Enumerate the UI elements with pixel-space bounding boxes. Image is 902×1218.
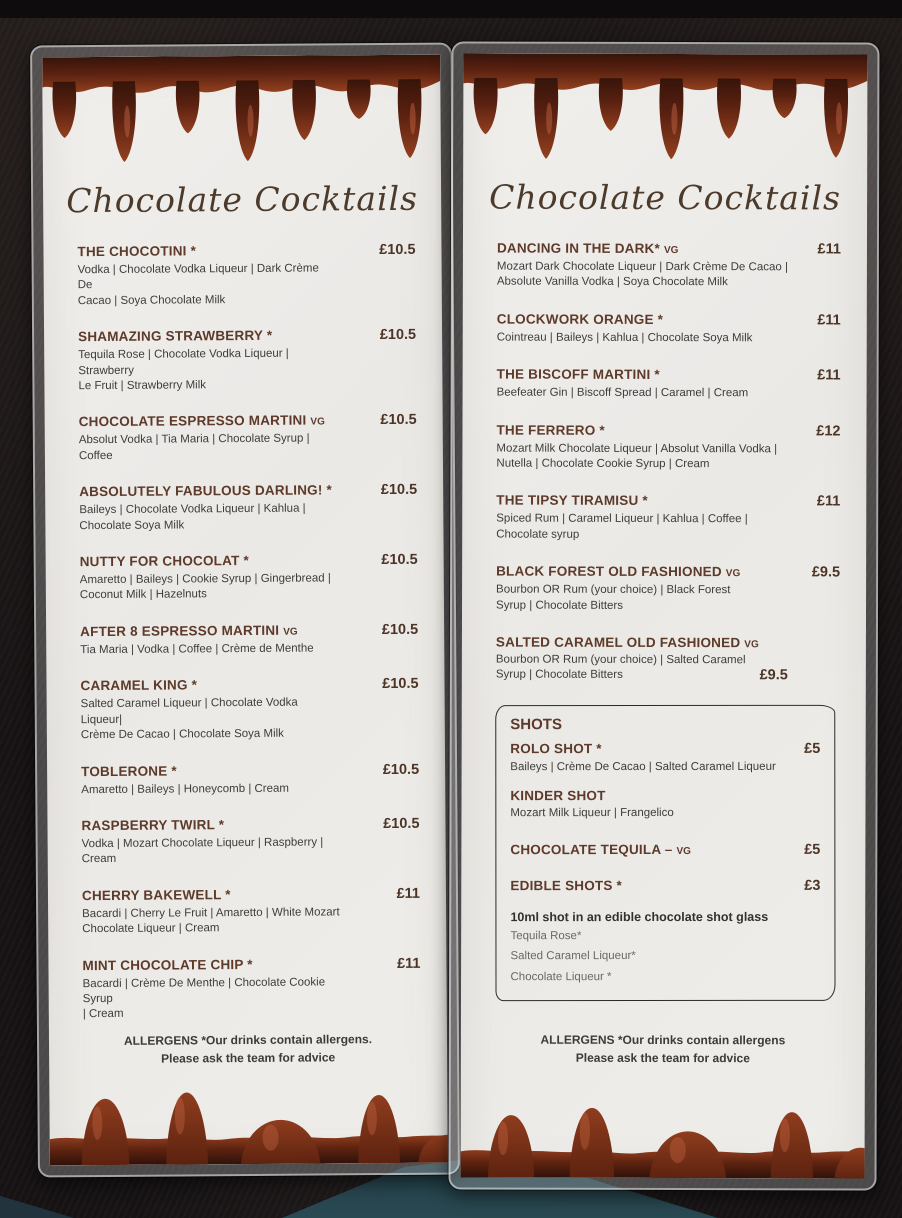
- shots-option: Chocolate Liqueur *: [510, 969, 820, 986]
- item-ingredients: Bacardi | Cherry Le Fruit | Amaretto | White Mozart Chocolate Liqueur | Cream: [82, 905, 340, 938]
- item-price: £10.5: [373, 552, 417, 568]
- item-ingredients: Bacardi | Crème De Menthe | Chocolate Cookie Syrup | Cream: [83, 975, 341, 1023]
- item-name: CARAMEL KING *: [80, 678, 197, 694]
- menu-item: [510, 878, 820, 894]
- item-ingredients: Bourbon OR Rum (your choice) | Salted Caramel Syrup | Chocolate Bitters £9.5: [496, 653, 788, 685]
- item-name: RASPBERRY TWIRL *: [81, 817, 224, 833]
- item-name: THE TIPSY TIRAMISU *: [496, 493, 648, 508]
- page-left: [30, 43, 460, 1178]
- item-ingredients: Baileys | Chocolate Vodka Liqueur | Kahlua | Chocolate Soya Milk: [79, 502, 337, 535]
- menu-items-right: [461, 216, 867, 1001]
- item-ingredients: Mozart Milk Liqueur | Frangelico: [510, 806, 802, 822]
- page-right: [448, 41, 879, 1190]
- item-name: MINT CHOCOLATE CHIP *: [82, 956, 252, 972]
- page-title: Chocolate Cocktails: [463, 177, 867, 217]
- item-name: TOBLERONE *: [81, 763, 177, 779]
- item-ingredients: Tia Maria | Vodka | Coffee | Crème de Menthe: [80, 641, 338, 658]
- allergen-line-2: Please ask the team for advice: [49, 1048, 447, 1069]
- allergen-line-2: Please ask the team for advice: [461, 1049, 865, 1069]
- item-ingredients: Amaretto | Baileys | Cookie Syrup | Gingerbread | Coconut Milk | Hazelnuts: [80, 571, 338, 604]
- item-name: KINDER SHOT: [510, 788, 605, 803]
- menu-item: [510, 741, 820, 776]
- item-price: £11: [389, 955, 421, 971]
- item-ingredients: Vodka | Chocolate Vodka Liqueur | Dark Crème De Cacao | Soya Chocolate Milk: [78, 261, 336, 309]
- item-name: CHOCOLATE TEQUILA –: [510, 842, 672, 857]
- shots-option: Tequila Rose*: [510, 928, 820, 945]
- item-price: £10.5: [371, 242, 415, 258]
- item-price: £11: [809, 494, 840, 510]
- item-price: £5: [796, 842, 820, 858]
- allergen-line-1: ALLERGENS *Our drinks contain allergens.: [49, 1029, 447, 1050]
- menu-item: [80, 676, 418, 744]
- item-name: ABSOLUTELY FABULOUS DARLING! *: [79, 483, 332, 500]
- page-title: Chocolate Cocktails: [43, 179, 441, 221]
- item-name: SHAMAZING STRAWBERRY *: [78, 328, 272, 344]
- item-ingredients: Beefeater Gin | Biscoff Spread | Caramel | Cream: [497, 386, 789, 402]
- item-price: £10.5: [374, 622, 418, 638]
- item-ingredients: Salted Caramel Liqueur | Chocolate Vodka Liqueur| Crème De Cacao | Chocolate Soya Milk: [81, 696, 339, 744]
- chocolate-drip-top-icon: [463, 53, 867, 162]
- item-name: CHERRY BAKEWELL *: [82, 887, 231, 903]
- allergen-note: [461, 1030, 865, 1068]
- menu-item: [79, 412, 417, 464]
- item-ingredients: Spiced Rum | Caramel Liqueur | Kahlua | Coffee | Chocolate syrup: [496, 512, 788, 544]
- item-price: £11: [389, 886, 421, 902]
- item-name: SALTED CARAMEL OLD FASHIONED: [496, 635, 740, 651]
- menu-item: [496, 493, 840, 544]
- paper-left: [42, 55, 448, 1166]
- item-ingredients: Cointreau | Baileys | Kahlua | Chocolate Soya Milk: [497, 330, 789, 346]
- menu-item: [81, 761, 419, 798]
- item-price: £9.5: [752, 667, 788, 687]
- item-name: BLACK FOREST OLD FASHIONED: [496, 564, 722, 580]
- menu-item: [497, 241, 841, 292]
- menu-item: [79, 482, 417, 534]
- menu-item: [77, 242, 415, 310]
- item-price: £9.5: [804, 565, 840, 581]
- item-name: CLOCKWORK ORANGE *: [497, 311, 663, 326]
- item-price: £10.5: [372, 327, 416, 343]
- chocolate-drip-top-icon: [42, 55, 441, 166]
- menu-item: [496, 635, 840, 685]
- item-price: £10.5: [372, 412, 416, 428]
- item-name: THE CHOCOTINI *: [77, 243, 196, 259]
- menu-photo: [0, 18, 902, 1218]
- item-name: AFTER 8 ESPRESSO MARTINI: [80, 623, 279, 639]
- item-name: ROLO SHOT *: [510, 741, 601, 756]
- chocolate-drip-bottom-icon: [49, 1079, 448, 1166]
- menu-item: [496, 422, 840, 473]
- menu-item: [510, 788, 820, 822]
- item-price: £10.5: [373, 482, 417, 498]
- item-ingredients: Absolut Vodka | Tia Maria | Chocolate Syrup | Coffee: [79, 432, 337, 465]
- item-name: CHOCOLATE ESPRESSO MARTINI: [79, 413, 307, 430]
- item-price: £11: [809, 312, 840, 328]
- chocolate-drip-bottom-icon: [461, 1093, 865, 1178]
- item-ingredients: Baileys | Crème De Cacao | Salted Caramel Liqueur: [510, 760, 802, 776]
- menu-item: [80, 622, 418, 659]
- item-name: EDIBLE SHOTS *: [510, 878, 622, 893]
- item-name: NUTTY FOR CHOCOLAT *: [80, 553, 249, 569]
- item-price: £12: [808, 423, 840, 439]
- item-price: £5: [796, 741, 820, 757]
- vg-badge: VG: [283, 627, 298, 638]
- menu-items-left: [43, 218, 447, 1024]
- allergen-line-1: ALLERGENS *Our drinks contain allergens: [461, 1030, 865, 1050]
- menu-item: [497, 311, 841, 346]
- item-price: £11: [809, 368, 840, 384]
- menu-item: [510, 842, 820, 858]
- menu-item: [81, 816, 419, 868]
- item-ingredients: Amaretto | Baileys | Honeycomb | Cream: [81, 781, 339, 798]
- item-ingredients: Tequila Rose | Chocolate Vodka Liqueur | Strawberry Le Fruit | Strawberry Milk: [78, 347, 336, 395]
- shots-title: SHOTS: [510, 716, 820, 733]
- vg-badge: VG: [310, 417, 325, 428]
- item-price: £11: [810, 241, 841, 257]
- shots-note: 10ml shot in an edible chocolate shot glass: [510, 910, 820, 924]
- paper-right: [461, 53, 868, 1178]
- menu-item: [497, 367, 841, 402]
- item-name: THE BISCOFF MARTINI *: [497, 367, 660, 382]
- menu-item: [80, 552, 418, 604]
- item-price: £10.5: [375, 761, 419, 777]
- vg-badge: VG: [726, 568, 740, 579]
- item-price: £10.5: [374, 676, 418, 692]
- item-ingredients: Mozart Milk Chocolate Liqueur | Absolut Vanilla Vodka | Nutella | Chocolate Cookie Syrup | Cream: [496, 441, 788, 473]
- menu-item: [78, 327, 416, 395]
- menu-item: [82, 955, 420, 1023]
- item-name: DANCING IN THE DARK*: [497, 241, 660, 256]
- item-ingredients: Vodka | Mozart Chocolate Liqueur | Raspberry | Cream: [82, 835, 340, 868]
- menu-item: [496, 564, 840, 615]
- shots-box: [495, 705, 835, 1001]
- allergen-note: [49, 1029, 447, 1069]
- item-name: THE FERRERO *: [496, 422, 604, 437]
- vg-badge: VG: [744, 639, 758, 650]
- item-ingredients: Bourbon OR Rum (your choice) | Black Forest Syrup | Chocolate Bitters: [496, 583, 788, 615]
- fabric-corner: [0, 1192, 74, 1218]
- vg-badge: VG: [664, 245, 678, 256]
- item-price: £10.5: [375, 816, 419, 832]
- item-ingredients: Mozart Dark Chocolate Liqueur | Dark Crème De Cacao | Absolute Vanilla Vodka | Soya Chocolate Milk: [497, 260, 789, 292]
- shots-option: Salted Caramel Liqueur*: [510, 948, 820, 965]
- vg-badge: VG: [676, 846, 690, 857]
- item-price: £3: [796, 878, 820, 894]
- menu-item: [82, 886, 420, 938]
